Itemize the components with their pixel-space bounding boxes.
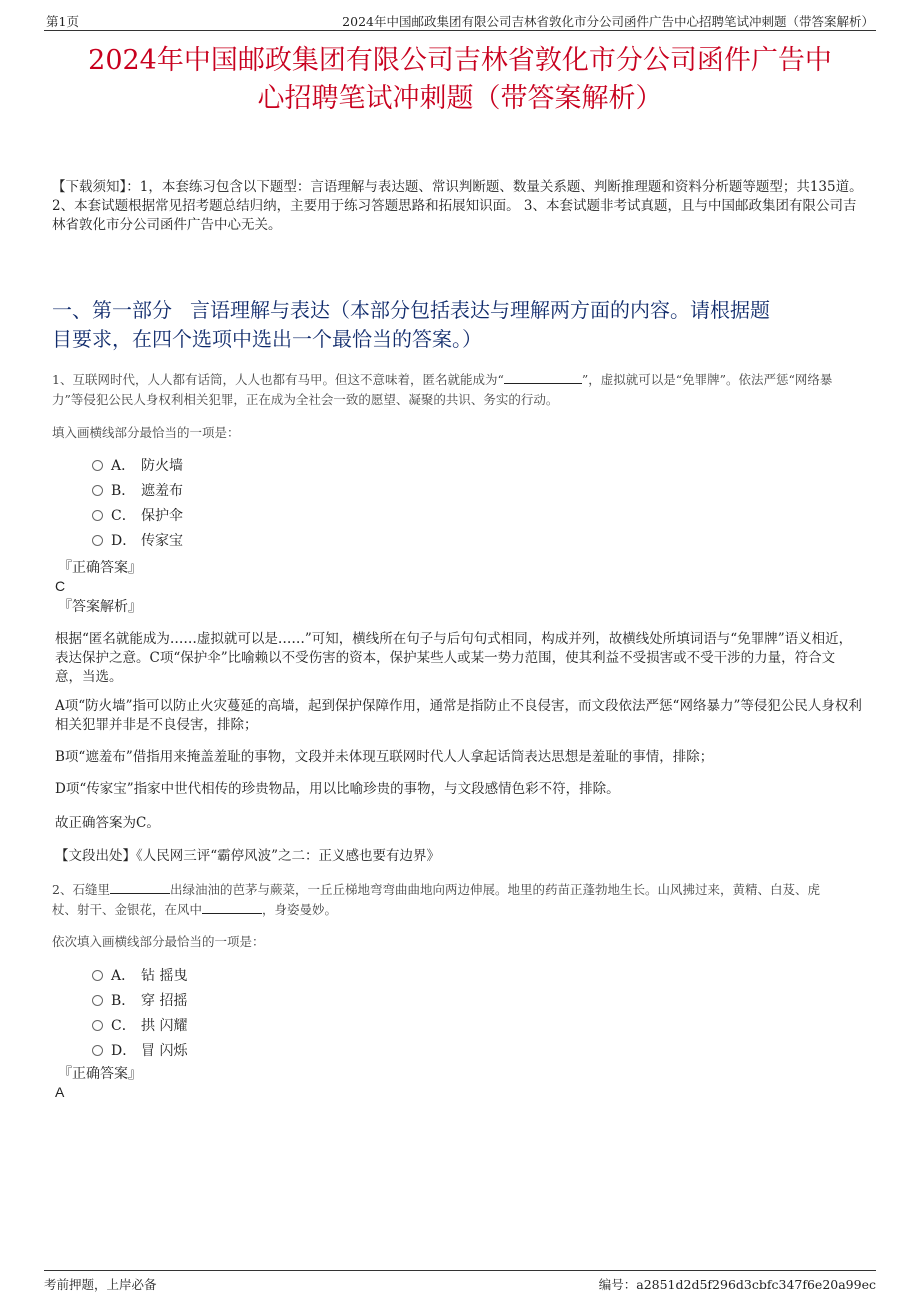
title-line-1: 2024年中国邮政集团有限公司吉林省敦化市分公司函件广告中 — [88, 45, 832, 76]
q1-analysis-para-1: 根据“匿名就能成为……虚拟就可以是……”可知，横线所在句子与后句句式相同，构成并列，故横线处所填词语与“免罪牌”语义相近，表达保护之意。C项“保护伞”比喻赖以不受伤害的资本，保护某些人或某一势力范围，使其利益不受损害或不受干涉的力量，符合文意，当选。 — [55, 631, 853, 685]
q1-correct-label: 『正确答案』 — [58, 560, 142, 576]
q1-stem-part-a: 1、互联网时代，人人都有话筒，人人也都有马甲。但这不意味着，匿名就能成为“ — [52, 372, 504, 387]
q2-stem-part-a: 2、石缝里 — [52, 882, 110, 897]
q2-option-d[interactable]: D． 冒 闪烁 — [92, 1041, 187, 1061]
q2-option-a[interactable]: A． 钻 摇曳 — [92, 966, 187, 986]
radio-icon[interactable] — [92, 485, 103, 496]
q2-stem-part-b: 出绿油油的芭茅与蕨菜，一丘丘梯地弯弯曲曲地向两边伸展。地里的药苗正蓬勃地生长。山风拂过来，黄精、白芨、虎 — [169, 882, 820, 897]
radio-icon[interactable] — [92, 970, 103, 981]
radio-icon[interactable] — [92, 460, 103, 471]
q1-analysis-para-2: A项“防火墙”指可以防止火灾蔓延的高墙，起到保护保障作用，通常是指防止不良侵害，而文段依法严惩“网络暴力”等侵犯公民人身权利相关犯罪并非是不良侵害，排除； — [55, 698, 862, 733]
q2-option-c[interactable]: C． 拱 闪耀 — [92, 1016, 187, 1036]
radio-icon[interactable] — [92, 1045, 103, 1056]
q2-stem-part-d: ，身姿曼妙。 — [262, 902, 338, 917]
q2-answer: A — [55, 1084, 65, 1100]
q2-stem-part-c: 杖、射干、金银花，在风中 — [52, 902, 203, 917]
section-text-1: 言语理解与表达（本部分包括表达与理解两方面的内容。请根据题 — [190, 298, 770, 322]
footer-doc-id: 编号：a2851d2d5f296d3cbfc347f6e20a99ec — [598, 1277, 876, 1292]
q2-option-b[interactable]: B． 穿 招摇 — [92, 991, 187, 1011]
q2-blank-1 — [110, 881, 170, 894]
q1-analysis-label: 『答案解析』 — [58, 599, 142, 615]
document-title — [30, 42, 890, 118]
q2-prompt: 依次填入画横线部分最恰当的一项是： — [52, 934, 265, 949]
footer-slogan: 考前押题，上岸必备 — [44, 1277, 157, 1292]
q1-stem-part-c: 力”等侵犯公民人身权利相关犯罪，正在成为全社会一致的愿望、凝聚的共识、务实的行动。 — [52, 392, 559, 407]
q1-option-a[interactable]: A． 防火墙 — [92, 456, 183, 476]
header-doc-title: 2024年中国邮政集团有限公司吉林省敦化市分公司函件广告中心招聘笔试冲刺题（带答案解析） — [342, 14, 874, 29]
q1-answer: C — [55, 578, 66, 594]
title-line-2: 心招聘笔试冲刺题（带答案解析） — [257, 83, 663, 114]
section-number: 一、第一部分 — [52, 298, 172, 322]
question-1-stem — [52, 370, 864, 410]
page-footer — [44, 1270, 876, 1291]
page-number: 第1页 — [46, 14, 79, 29]
radio-icon[interactable] — [92, 535, 103, 546]
q1-stem-part-b: ”，虚拟就可以是“免罪牌”。依法严惩“网络暴 — [581, 372, 833, 387]
q1-option-d[interactable]: D． 传家宝 — [92, 531, 183, 551]
q1-option-b[interactable]: B． 遮羞布 — [92, 481, 183, 501]
q2-correct-label: 『正确答案』 — [58, 1066, 142, 1082]
radio-icon[interactable] — [92, 510, 103, 521]
question-2-stem — [52, 880, 864, 920]
q2-blank-2 — [202, 901, 262, 914]
radio-icon[interactable] — [92, 995, 103, 1006]
q1-analysis-para-3: B项“遮羞布”借指用来掩盖羞耻的事物，文段并未体现互联网时代人人拿起话筒表达思想是羞耻的事情，排除； — [55, 749, 714, 765]
q1-analysis-para-5: 故正确答案为C。 — [55, 815, 160, 831]
download-notice: 【下载须知】：1，本套练习包含以下题型：言语理解与表达题、常识判断题、数量关系题、判断推理题和资料分析题等题型；共135道。 2、本套试题根据常见招考题总结归纳，主要用于练习答题思路和拓展知识面。 3、本套试题非考试真题，且与中国邮政集团有限公司吉林省敦化市分公司函件广告中心无关。 — [52, 179, 863, 233]
radio-icon[interactable] — [92, 1020, 103, 1031]
q1-source: 【文段出处】《人民网三评“霸停风波”之二：正义感也要有边界》 — [55, 848, 441, 864]
section-heading — [52, 296, 868, 354]
q1-analysis-para-4: D项“传家宝”指家中世代相传的珍贵物品，用以比喻珍贵的事物，与文段感情色彩不符，排除。 — [55, 781, 620, 797]
section-text-2: 目要求，在四个选项中选出一个最恰当的答案。） — [52, 327, 482, 351]
q1-prompt: 填入画横线部分最恰当的一项是： — [52, 425, 240, 440]
q1-blank — [504, 371, 582, 384]
q1-option-c[interactable]: C． 保护伞 — [92, 506, 183, 526]
page-header — [44, 10, 876, 31]
